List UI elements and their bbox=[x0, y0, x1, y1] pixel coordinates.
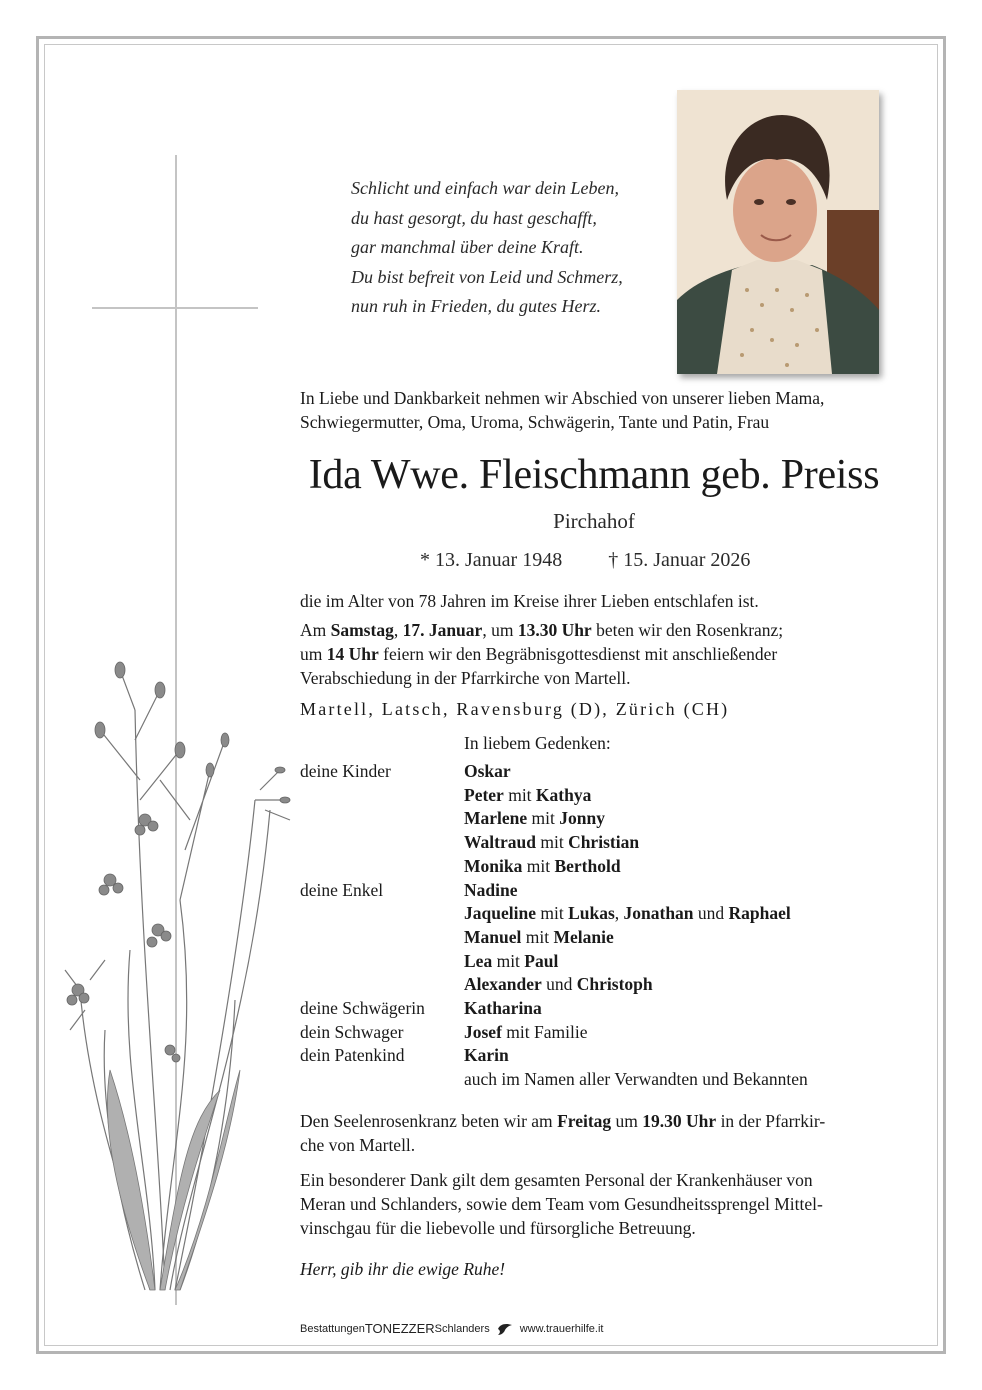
relation-label: deine Enkel bbox=[300, 879, 384, 900]
mourner-name: Oskar bbox=[464, 761, 511, 781]
mourner-name: Karin bbox=[464, 1045, 509, 1066]
relation-label bbox=[300, 855, 464, 879]
poem-line: gar manchmal über deine Kraft. bbox=[351, 237, 584, 257]
poem-line: Schlicht und einfach war dein Leben, bbox=[351, 178, 619, 198]
mourners-list bbox=[300, 760, 808, 1092]
death-date: † 15. Januar 2026 bbox=[608, 549, 751, 571]
poem bbox=[351, 174, 623, 322]
mourner-names bbox=[464, 1021, 587, 1045]
cross-icon-horizontal bbox=[92, 307, 258, 309]
mourner-names bbox=[464, 760, 511, 784]
mourner-row bbox=[300, 807, 808, 831]
mourner-row bbox=[300, 973, 808, 997]
mourner-names bbox=[464, 973, 653, 997]
mourner-names bbox=[464, 807, 605, 831]
mourner-row bbox=[300, 950, 808, 974]
mourner-names bbox=[464, 950, 558, 974]
mourner-row bbox=[300, 879, 808, 903]
mourner-row bbox=[300, 902, 808, 926]
mourner-row bbox=[300, 1044, 808, 1068]
mourner-names bbox=[464, 997, 542, 1021]
mourner-name: Lea bbox=[464, 950, 493, 971]
mourner-connector: und bbox=[693, 903, 729, 924]
closing-prayer: Herr, gib ihr die ewige Ruhe! bbox=[300, 1259, 506, 1279]
footer-suffix: Schlanders bbox=[434, 1322, 490, 1335]
service-text: Am Samstag, 17. Januar, um 13.30 Uhr beten wir den Rosenkranz; um 14 Uhr feiern wir den Begräbnisgottesdienst mit anschließender Verabschiedung in der Pfarrkirche von Martell. bbox=[300, 620, 784, 688]
mourner-name: Christian bbox=[568, 832, 640, 853]
intro-text bbox=[300, 386, 900, 434]
mourner-connector: und bbox=[541, 974, 577, 995]
mourner-names bbox=[464, 831, 639, 855]
footer-brand: TONEZZER bbox=[364, 1321, 435, 1336]
mourner-name: Kathya bbox=[535, 784, 592, 805]
mourner-name: Lukas bbox=[568, 903, 615, 924]
mourner-connector: auch im Namen aller Verwandten und Bekannten bbox=[464, 1069, 808, 1090]
rosary-text: Den Seelenrosenkranz beten wir am Freitag um 19.30 Uhr in der Pfarrkir- che von Martell. bbox=[300, 1111, 826, 1155]
mourner-connector: mit bbox=[492, 950, 525, 971]
intro-line: Schwiegermutter, Oma, Uroma, Schwägerin, Tante und Patin, Frau bbox=[300, 412, 770, 432]
mourner-name: Alexander bbox=[464, 974, 542, 995]
age-text: die im Alter von 78 Jahren im Kreise ihrer Lieben entschlafen ist. bbox=[300, 591, 759, 611]
mourner-row bbox=[300, 760, 808, 784]
mourner-connector: , bbox=[614, 903, 624, 924]
mourner-name: Jaqueline bbox=[464, 903, 536, 924]
poem-line: nun ruh in Frieden, du gutes Herz. bbox=[351, 296, 601, 316]
intro-line: In Liebe und Dankbarkeit nehmen wir Abschied von unserer lieben Mama, bbox=[300, 388, 825, 408]
mourner-name: Berthold bbox=[554, 855, 621, 876]
mourner-name: Katharina bbox=[464, 998, 542, 1019]
relation-label: dein Patenkind bbox=[300, 1045, 405, 1066]
relation-label bbox=[300, 950, 464, 974]
mourner-names bbox=[464, 855, 621, 879]
mourner-name: Paul bbox=[524, 950, 559, 971]
footer-prefix: Bestattungen bbox=[300, 1322, 365, 1335]
relation-label: deine Schwägerin bbox=[300, 998, 425, 1019]
mourner-row bbox=[300, 831, 808, 855]
mourner-names bbox=[464, 879, 517, 903]
mourner-connector: mit bbox=[503, 784, 536, 805]
mourner-connector: mit bbox=[535, 832, 569, 853]
mourner-name: Jonathan bbox=[623, 903, 694, 924]
relation-label bbox=[300, 807, 464, 831]
birth-date: * 13. Januar 1948 bbox=[420, 549, 563, 571]
footer-url[interactable]: www.trauerhilfe.it bbox=[519, 1322, 604, 1335]
places-of-mourners: Martell, Latsch, Ravensburg (D), Zürich (CH) bbox=[300, 699, 730, 719]
relation-label bbox=[300, 902, 464, 926]
mourner-row bbox=[300, 1068, 808, 1092]
mourner-name: Raphael bbox=[728, 903, 791, 924]
relation-label bbox=[300, 831, 464, 855]
mourner-name: Christoph bbox=[576, 974, 653, 995]
wildflowers-sketch-icon bbox=[60, 650, 300, 1300]
mourner-name: Waltraud bbox=[464, 832, 536, 853]
mourner-name: Monika bbox=[464, 855, 523, 876]
footer bbox=[300, 1321, 603, 1336]
deceased-place: Pirchahof bbox=[553, 509, 635, 533]
mourner-row bbox=[300, 1021, 808, 1045]
poem-line: du hast gesorgt, du hast geschafft, bbox=[351, 207, 597, 228]
mourner-row bbox=[300, 784, 808, 808]
relation-label bbox=[300, 1068, 464, 1092]
mourner-names bbox=[464, 784, 591, 808]
mourner-name: Marlene bbox=[464, 808, 528, 829]
mourner-name: Josef bbox=[464, 1021, 502, 1042]
mourner-names bbox=[464, 1068, 808, 1092]
mourner-names bbox=[464, 902, 791, 926]
mourner-connector: mit Familie bbox=[501, 1021, 588, 1042]
dove-logo-icon bbox=[496, 1322, 514, 1336]
mourner-connector: mit bbox=[535, 903, 569, 924]
mourner-connector: mit bbox=[522, 855, 555, 876]
mourner-name: Nadine bbox=[464, 879, 518, 900]
relation-label bbox=[300, 973, 464, 997]
relation-label: deine Kinder bbox=[300, 761, 391, 781]
mourner-name: Melanie bbox=[553, 926, 614, 947]
deceased-name: Ida Wwe. Fleischmann geb. Preiss bbox=[308, 452, 880, 498]
memory-heading: In liebem Gedenken: bbox=[464, 733, 611, 753]
mourner-row bbox=[300, 926, 808, 950]
thanks-text: Ein besonderer Dank gilt dem gesamten Personal der Krankenhäuser von Meran und Schlanders, sowie dem Team vom Gesundheitssprengel Mittel- vinschgau für die liebevolle und fürsorgliche Betreuung. bbox=[300, 1170, 823, 1238]
life-dates bbox=[420, 549, 750, 572]
mourner-name: Jonny bbox=[559, 808, 605, 829]
portrait-photo bbox=[677, 90, 879, 374]
relation-label: dein Schwager bbox=[300, 1021, 404, 1042]
mourner-row bbox=[300, 997, 808, 1021]
mourner-names bbox=[464, 926, 614, 950]
mourner-names bbox=[464, 1044, 509, 1068]
poem-line: Du bist befreit von Leid und Schmerz, bbox=[351, 266, 623, 287]
mourner-name: Peter bbox=[464, 784, 504, 805]
relation-label bbox=[300, 784, 464, 808]
mourner-row bbox=[300, 855, 808, 879]
relation-label bbox=[300, 926, 464, 950]
mourner-name: Manuel bbox=[464, 926, 522, 947]
mourner-connector: mit bbox=[521, 926, 554, 947]
mourner-connector: mit bbox=[527, 808, 560, 829]
